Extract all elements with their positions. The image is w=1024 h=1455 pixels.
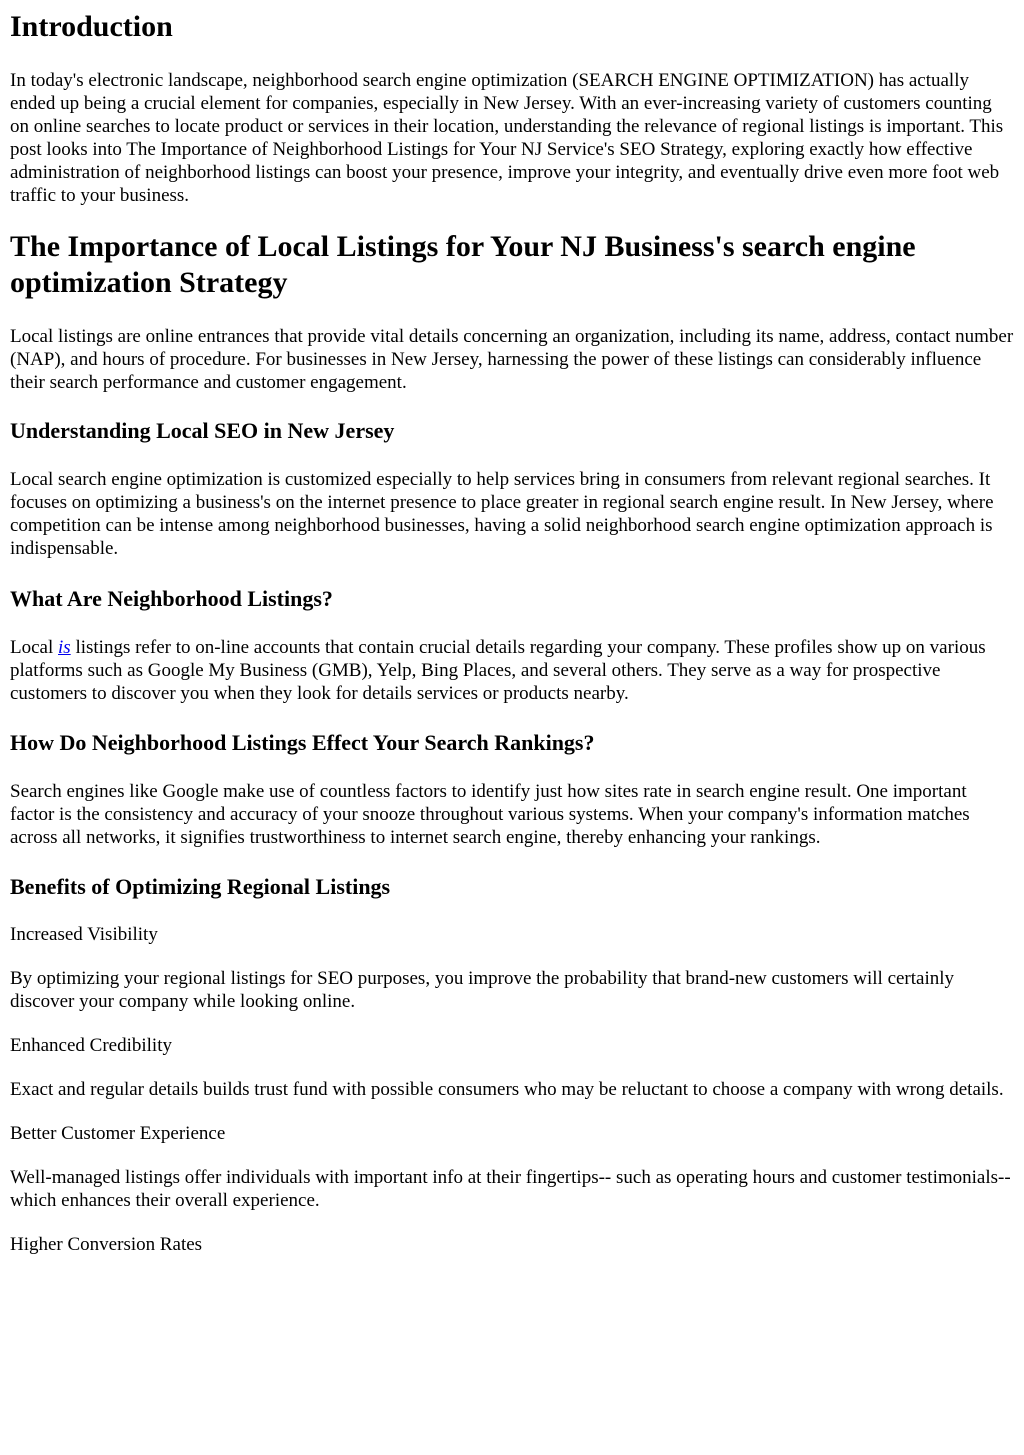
how-affect-paragraph: Search engines like Google make use of countless factors to identify just how sites rate in search engine result. One important factor is the consistency and accuracy of your snooze throughout various systems. When your company's information matches across all networks, it signifies trustworthiness to internet search engine, thereby enhancing your rankings.: [10, 781, 970, 848]
benefits-heading: Benefits of Optimizing Regional Listings: [10, 874, 391, 899]
is-link[interactable]: is: [58, 637, 71, 658]
what-are-text-before: Local: [10, 637, 59, 658]
understanding-heading: Understanding Local SEO in New Jersey: [10, 418, 395, 443]
understanding-paragraph: Local search engine optimization is customized especially to help services bring in consumers from relevant regional searches. It focuses on optimizing a business's on the internet presence to place greater in regional search engine result. In New Jersey, where competition can be intense among neighborhood businesses, having a solid neighborhood search engine optimization approach is indispensable.: [10, 469, 994, 559]
intro-paragraph: In today's electronic landscape, neighborhood search engine optimization (SEARCH ENGINE OPTIMIZATION) has actually ended up being a crucial element for companies, especially in New Jersey. With an ever-increasing variety of customers counting on online searches to locate product or services in their location, understanding the relevance of regional listings is important. This post looks into The Importance of Neighborhood Listings for Your NJ Service's SEO Strategy, exploring exactly how effective administration of neighborhood listings can boost your presence, improve your integrity, and eventually drive even more foot web traffic to your business.: [10, 70, 1004, 206]
what-are-heading: What Are Neighborhood Listings?: [10, 586, 333, 611]
benefit-title: Increased Visibility: [10, 924, 158, 945]
what-are-paragraph: [10, 636, 1014, 705]
importance-paragraph: Local listings are online entrances that provide vital details concerning an organization, including its name, address, contact number (NAP), and hours of procedure. For businesses in New Jersey, harnessing the power of these listings can considerably influence their search performance and customer engagement.: [10, 326, 1014, 393]
benefit-title: Better Customer Experience: [10, 1123, 226, 1144]
intro-heading: Introduction: [10, 10, 173, 43]
importance-heading: The Importance of Local Listings for Your NJ Business's search engine optimization Strategy: [10, 230, 916, 299]
benefit-text: Well-managed listings offer individuals with important info at their fingertips-- such as operating hours and customer testimonials-- which enhances their overall experience.: [10, 1167, 1011, 1211]
benefit-title: Enhanced Credibility: [10, 1035, 172, 1056]
how-affect-heading: How Do Neighborhood Listings Effect Your Search Rankings?: [10, 730, 595, 755]
benefit-title: Higher Conversion Rates: [10, 1234, 203, 1255]
benefit-text: By optimizing your regional listings for SEO purposes, you improve the probability that brand-new customers will certainly discover your company while looking online.: [10, 968, 955, 1012]
benefit-text: Exact and regular details builds trust fund with possible consumers who may be reluctant to choose a company with wrong details.: [10, 1079, 1004, 1100]
article: [0, 9, 1024, 1256]
what-are-text-after: listings refer to on-line accounts that contain crucial details regarding your company. These profiles show up on various platforms such as Google My Business (GMB), Yelp, Bing Places, and several others. They serve as a way for prospective customers to discover you when they look for details services or products nearby.: [10, 637, 986, 704]
